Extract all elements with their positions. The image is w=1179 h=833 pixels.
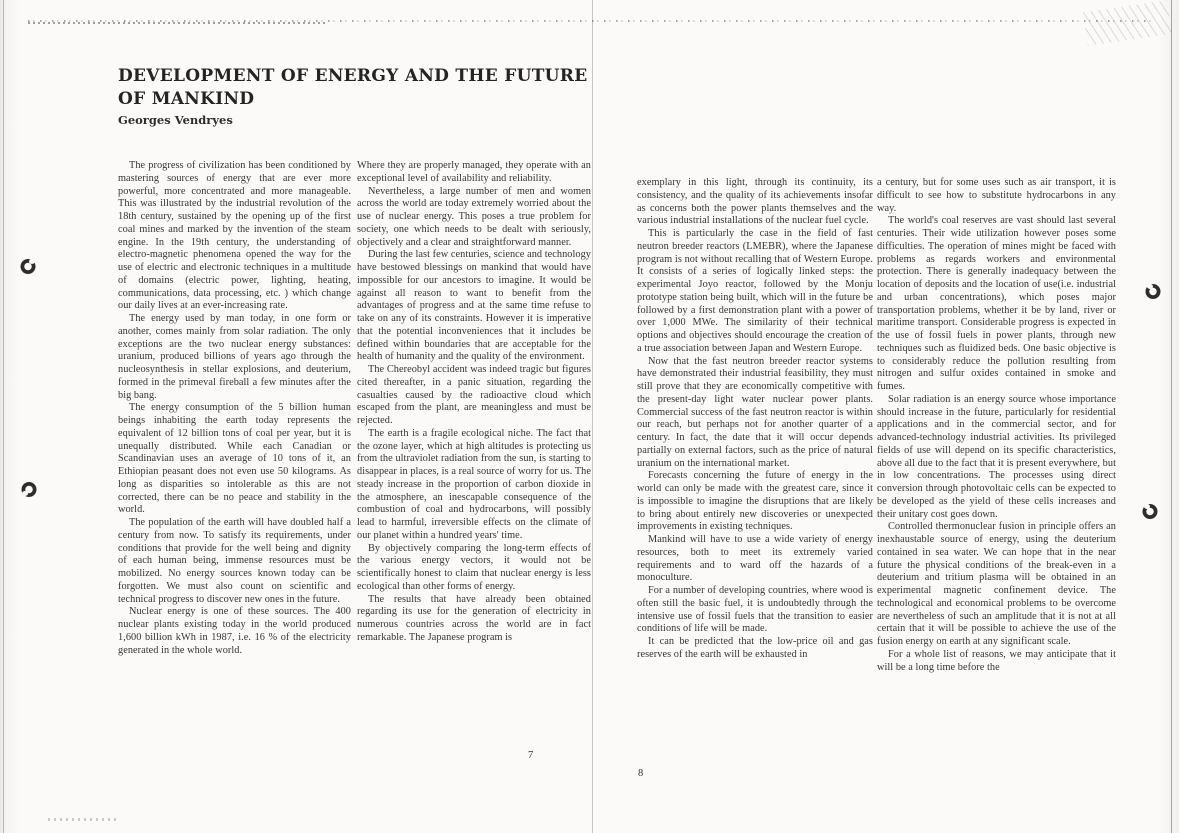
scan-noise (28, 22, 328, 24)
paragraph: The earth is a fragile ecological niche. The fact that the ozone layer, which at high altitudes is protecting us from the ultraviolet radiation from the sun, is starting to disappear in places, is a real source of worry for us. The steady increase in the proportion of carbon dioxide in the atmosphere, an inescapable consequence of the combustion of coal and hydrocarbons, will possibly lead to harmful, irreversible effects on the climate of our planet within a hundred years' time. (357, 427, 591, 541)
binder-hole-mark (21, 481, 37, 498)
paragraph: The results that have already been obtained regarding its use for the generation of electricity in numerous countries across the world are in fact remarkable. The Japanese program is (357, 593, 591, 643)
paragraph: The Chereobyl accident was indeed tragic but figures cited thereafter, in a panic situation, regarding the casualties caused by the radioactive cloud which escaped from the plant, are meaningless and must be rejected. (357, 364, 591, 426)
page-number: 8 (638, 768, 644, 779)
paragraph: The energy consumption of the 5 billion human beings inhabiting the earth today represents the equivalent of 12 billion tons of coal per year, but it is unequally distributed. While each Canadian or Scandinavian uses an average of 10 tons of it, an Ethiopian peasant does not even use 50 kilograms. As long as disparities so intolerable as this are not corrected, there can be no peace and stability in the world. (118, 402, 351, 516)
left-page-column-2 (357, 160, 591, 645)
paragraph: Now that the fast neutron breeder reactor systems have demonstrated their industrial feasibility, they must still prove that they are economically competitive with the present-day light water nuclear power plants. Commercial success of the fast neutron reactor is within our reach, but perhaps not for another quarter of a century. In fact, the date that it will occur depends partially on external factors, such as the price of natural uranium on the international market. (637, 355, 873, 469)
right-page-column-2 (877, 177, 1116, 674)
binder-hole-mark (1142, 503, 1158, 520)
right-page-column-1 (637, 177, 873, 662)
paragraph: It can be predicted that the low-price oil and gas reserves of the earth will be exhausted in (637, 636, 873, 660)
paragraph: Forecasts concerning the future of energy in the world can only be made with the greatest care, since it is impossible to imagine the disruptions that are likely to bring about entirely new discoveries or unexpected improvements in existing techniques. (637, 470, 873, 533)
paragraph: The progress of civilization has been conditioned by mastering sources of energy that are ever more powerful, more concentrated and more manageable. This was illustrated by the industrial revolution of the 18th century, sustained by the opening up of the first coal mines and marked by the invention of the steam engine. In the 19th century, the understanding of electro-magnetic phenomena opened the way for the use of electric and electronic techniques in a multitude of domains (electric power, lighting, heating, communications, data processing, etc. ) which change our daily lives at an ever-increasing rate. (118, 160, 351, 312)
paragraph: a century, but for some uses such as air transport, it is difficult to see how to substitute hydrocarbons in any way. (877, 177, 1116, 214)
page-title: DEVELOPMENT OF ENERGY AND THE FUTURE OF MANKIND (118, 66, 588, 109)
paragraph: During the last few centuries, science and technology have bestowed blessings on mankind that would have impossible for our ancestors to imagine. It would be against all reason to want to benefit from the advantages of progress and at the same time refuse to take on any of its constraints. However it is imperative that the potential inconveniences that it includes be defined within boundaries that are acceptable for the health of humanity and the quality of the environment. (357, 249, 591, 363)
paragraph: For a whole list of reasons, we may anticipate that it will be a long time before the (877, 648, 1116, 673)
paragraph: This is particularly the case in the field of fast neutron breeder reactors (LMEBR), where the Japanese program is not without recalling that of Western Europe. It consists of a series of logically linked steps: the experimental Joyo reactor, followed by the Monju prototype station being built, which will in the future be followed by a first demonstration plant with a power of over 1,000 MWe. The similarity of their technical options and objectives should encourage the creation of a true association between Japan and Western Europe. (637, 228, 873, 354)
binder-hole-mark (20, 258, 36, 275)
paragraph: Nevertheless, a large number of men and women across the world are today extremely worried about the use of nuclear energy. This poses a true problem for society, one which needs to be dealt with seriously, objectively and a clear and straightforward manner. (357, 185, 591, 248)
paragraph: By objectively comparing the long-term effects of the various energy vectors, it would not be scientifically honest to claim that nuclear energy is less ecological than other forms of energy. (357, 542, 591, 592)
paragraph: The population of the earth will have doubled half a century from now. To satisfy its requirements, under conditions that provide for the well being and dignity of each human being, immense resources must be mobilized. No energy sources known today can be forgotten. We must also count on scientific and technical progress to discover new ones in the future. (118, 517, 351, 605)
scan-noise (48, 818, 118, 821)
paragraph: Nuclear energy is one of these sources. The 400 nuclear plants existing today in the world produced 1,600 billion kWh in 1987, i.e. 16 % of the electricity generated in the whole world. (118, 606, 351, 656)
page-edge-line (3, 0, 4, 833)
page-edge-line (1171, 0, 1172, 833)
left-page-column-1 (118, 160, 351, 657)
page-number: 7 (528, 750, 534, 761)
paragraph: The energy used by man today, in one form or another, comes mainly from solar radiation. The only exceptions are the two nuclear energy substances: uranium, produced billions of years ago through the nucleosynthesis in stellar explosions, and deuterium, formed in the primeval fireball a few minutes after the big bang. (118, 313, 351, 401)
page-gutter-line (592, 0, 593, 833)
paragraph: The world's coal reserves are vast should last several centuries. Their wide utilization however poses some difficulties. The operation of mines might be faced with problems as regards workers and environmental protection. There is generally inadequacy between the location of deposits and the location of use(i.e. industrial and urban concentrations), which poses major transportation problems, whether it be by land, river or maritime transport. Considerable progress is expected in the use of fossil fuels in power plants, through new techniques such as fluidized beds. One basic objective is to considerably reduce the pollution resulting from nitrogen and sulfur oxides contained in smoke and fumes. (877, 215, 1116, 392)
binder-hole-mark (1145, 283, 1161, 300)
paragraph: exemplary in this light, through its continuity, its consistency, and the quality of its achievements insofar as concerns both the power plants themselves and the various industrial installations of the nuclear fuel cycle. (637, 177, 873, 227)
paragraph: Solar radiation is an energy source whose importance should increase in the future, particularly for residential applications and in the commercial sector, and for advanced-technology industrial activities. Its privileged fields of use will depend on its specific characteristics, above all due to the fact that it is present everywhere, but in low concentrations. The processes using direct conversion through photovoltaic cells can be expected to be developed as the yield of these cells increases and their unitary cost goes down. (877, 393, 1116, 520)
paragraph: For a number of developing countries, where wood is often still the basic fuel, it is undoubtedly through the intensive use of fossil fuels that the transition to easier conditions of life will be made. (637, 585, 873, 635)
article-author: Georges Vendryes (118, 113, 233, 127)
paragraph: Controlled thermonuclear fusion in principle offers an inexhaustable source of energy, using the deuterium contained in sea water. We can hope that in the near future the physical conditions of the break-even in a deuterium and tritium plasma will be obtained in an experimental magnetic confinement device. The technological and economical problems to be overcome are nevertheless of such an amplitude that it is not at all certain that it will be possible to achieve the use of the fusion energy on earth at any significant scale. (877, 521, 1116, 647)
paragraph: Where they are properly managed, they operate with an exceptional level of availability and reliability. (357, 160, 591, 184)
scan-noise (1083, 0, 1172, 45)
paragraph: Mankind will have to use a wide variety of energy resources, both to meet its extremely varied requirements and to ward off the hazards of a monoculture. (637, 534, 873, 584)
